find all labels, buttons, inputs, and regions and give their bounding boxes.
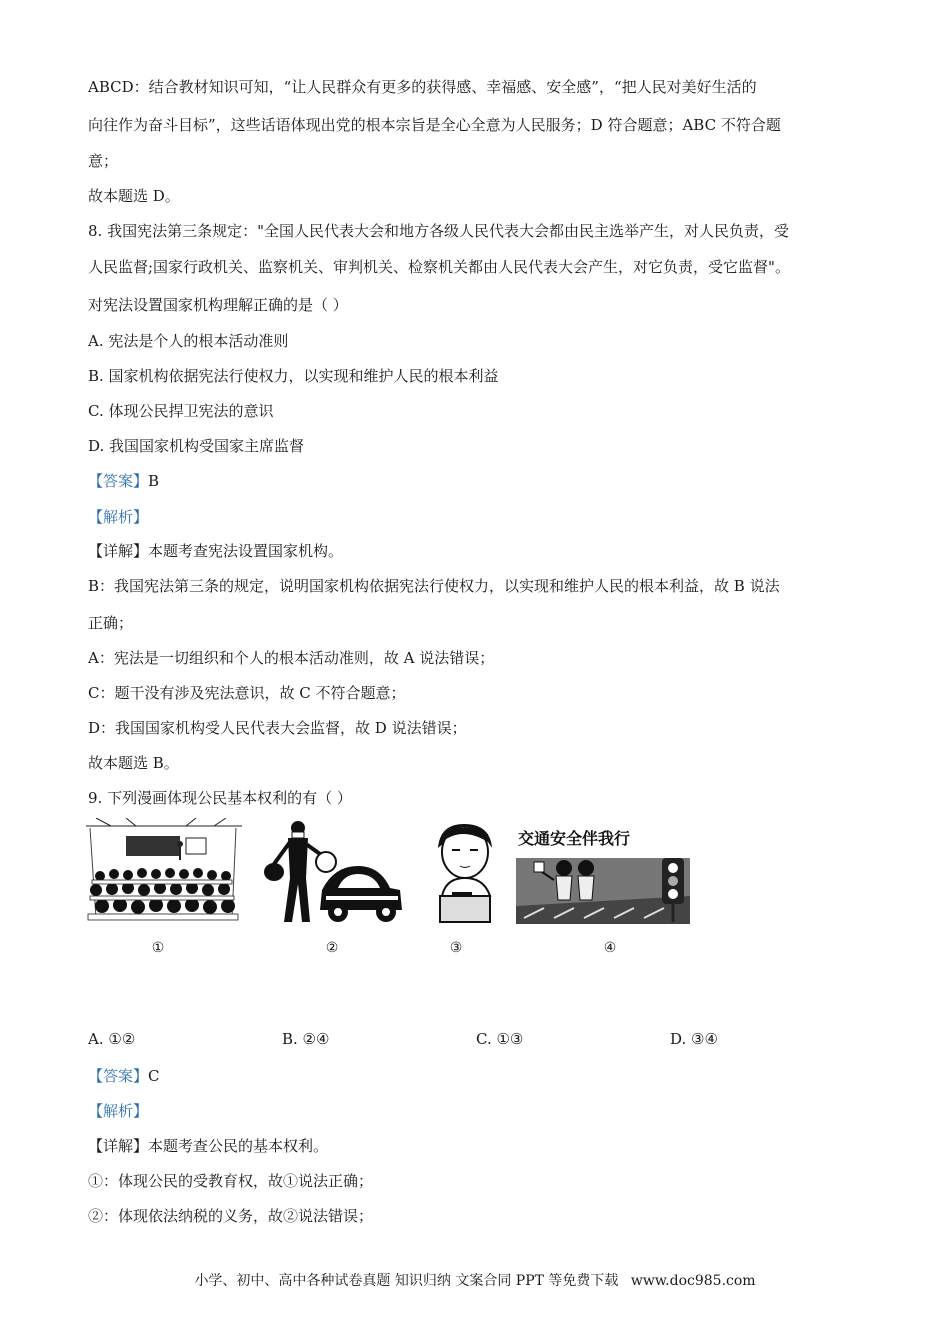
question-8-stem: 人民监督;国家行政机关、监察机关、审判机关、检察机关都由人民代表大会产生，对它负责，受它监督"。: [88, 258, 790, 276]
taxpayer-car-cartoon: [262, 818, 408, 930]
detail-line: ②：体现依法纳税的义务，故②说法错误；: [88, 1207, 374, 1225]
option-c: C. 体现公民捍卫宪法的意识: [88, 402, 274, 420]
picture-4-title: 交通安全伴我行: [518, 829, 631, 848]
picture-caption-3: ③: [449, 940, 463, 956]
footer-text: 小学、初中、高中各种试卷真题 知识归纳 文案合同 PPT 等免费下载: [194, 1273, 619, 1289]
text-line: ABCD：结合教材知识可知，“让人民群众有更多的获得感、幸福感、安全感”，“把人民对美好生活的: [88, 78, 757, 96]
detail-line: 正确；: [88, 614, 134, 632]
cartoon-row: [86, 818, 706, 958]
detail-line: B：我国宪法第三条的规定，说明国家机构依据宪法行使权力，以实现和维护人民的根本利益，故 B 说法: [88, 577, 780, 595]
analysis-tag: 【解析】: [88, 508, 149, 526]
question-8-stem: 8. 我国宪法第三条规定："全国人民代表大会和地方各级人民代表大会都由民主选举产生，对人民负责，受: [88, 222, 789, 240]
traffic-safety-cartoon: [514, 818, 692, 930]
choice-b: B. ②④: [282, 1030, 330, 1048]
text-line: 意；: [88, 152, 119, 170]
detail-line: C：题干没有涉及宪法意识，故 C 不符合题意；: [88, 684, 406, 702]
detail-line: ①：体现公民的受教育权，故①说法正确；: [88, 1172, 374, 1190]
detail-line: A：宪法是一切组织和个人的根本活动准则，故 A 说法错误；: [88, 649, 495, 667]
detail-line: 【详解】本题考查宪法设置国家机构。: [88, 542, 344, 560]
option-d: D. 我国国家机构受国家主席监督: [88, 437, 305, 455]
detail-line: 【详解】本题考查公民的基本权利。: [88, 1137, 329, 1155]
text-line: 向往作为奋斗目标”，这些话语体现出党的根本宗旨是全心全意为人民服务；D 符合题意；ABC 不符合题: [88, 116, 781, 134]
voting-cartoon: [432, 818, 502, 930]
picture-caption-2: ②: [325, 940, 339, 956]
picture-caption-1: ①: [151, 940, 165, 956]
analysis-tag: 【解析】: [88, 1102, 149, 1120]
question-8-stem: 对宪法设置国家机构理解正确的是（ ）: [88, 296, 348, 314]
detail-line: D：我国国家机构受人民代表大会监督，故 D 说法错误；: [88, 719, 467, 737]
question-9-choices: [88, 1030, 868, 1052]
footer-url[interactable]: www.doc985.com: [630, 1273, 756, 1289]
choice-d: D. ③④: [670, 1030, 718, 1048]
option-b: B. 国家机构依据宪法行使权力，以实现和维护人民的根本利益: [88, 367, 499, 385]
answer-value: B: [148, 472, 160, 490]
picture-caption-4: ④: [603, 940, 617, 956]
page-footer: [0, 1270, 950, 1290]
detail-line: 故本题选 B。: [88, 754, 179, 772]
classroom-cartoon: [86, 818, 242, 928]
answer-line: [88, 1065, 868, 1087]
choice-c: C. ①③: [476, 1030, 524, 1048]
choice-a: A. ①②: [88, 1030, 136, 1048]
question-9-stem: 9. 下列漫画体现公民基本权利的有（ ）: [88, 789, 352, 807]
text-line: 故本题选 D。: [88, 187, 180, 205]
answer-value: C: [148, 1067, 160, 1085]
answer-tag: 【答案】: [88, 1067, 149, 1085]
answer-line: [88, 470, 868, 492]
answer-tag: 【答案】: [88, 472, 149, 490]
option-a: A. 宪法是个人的根本活动准则: [88, 332, 289, 350]
